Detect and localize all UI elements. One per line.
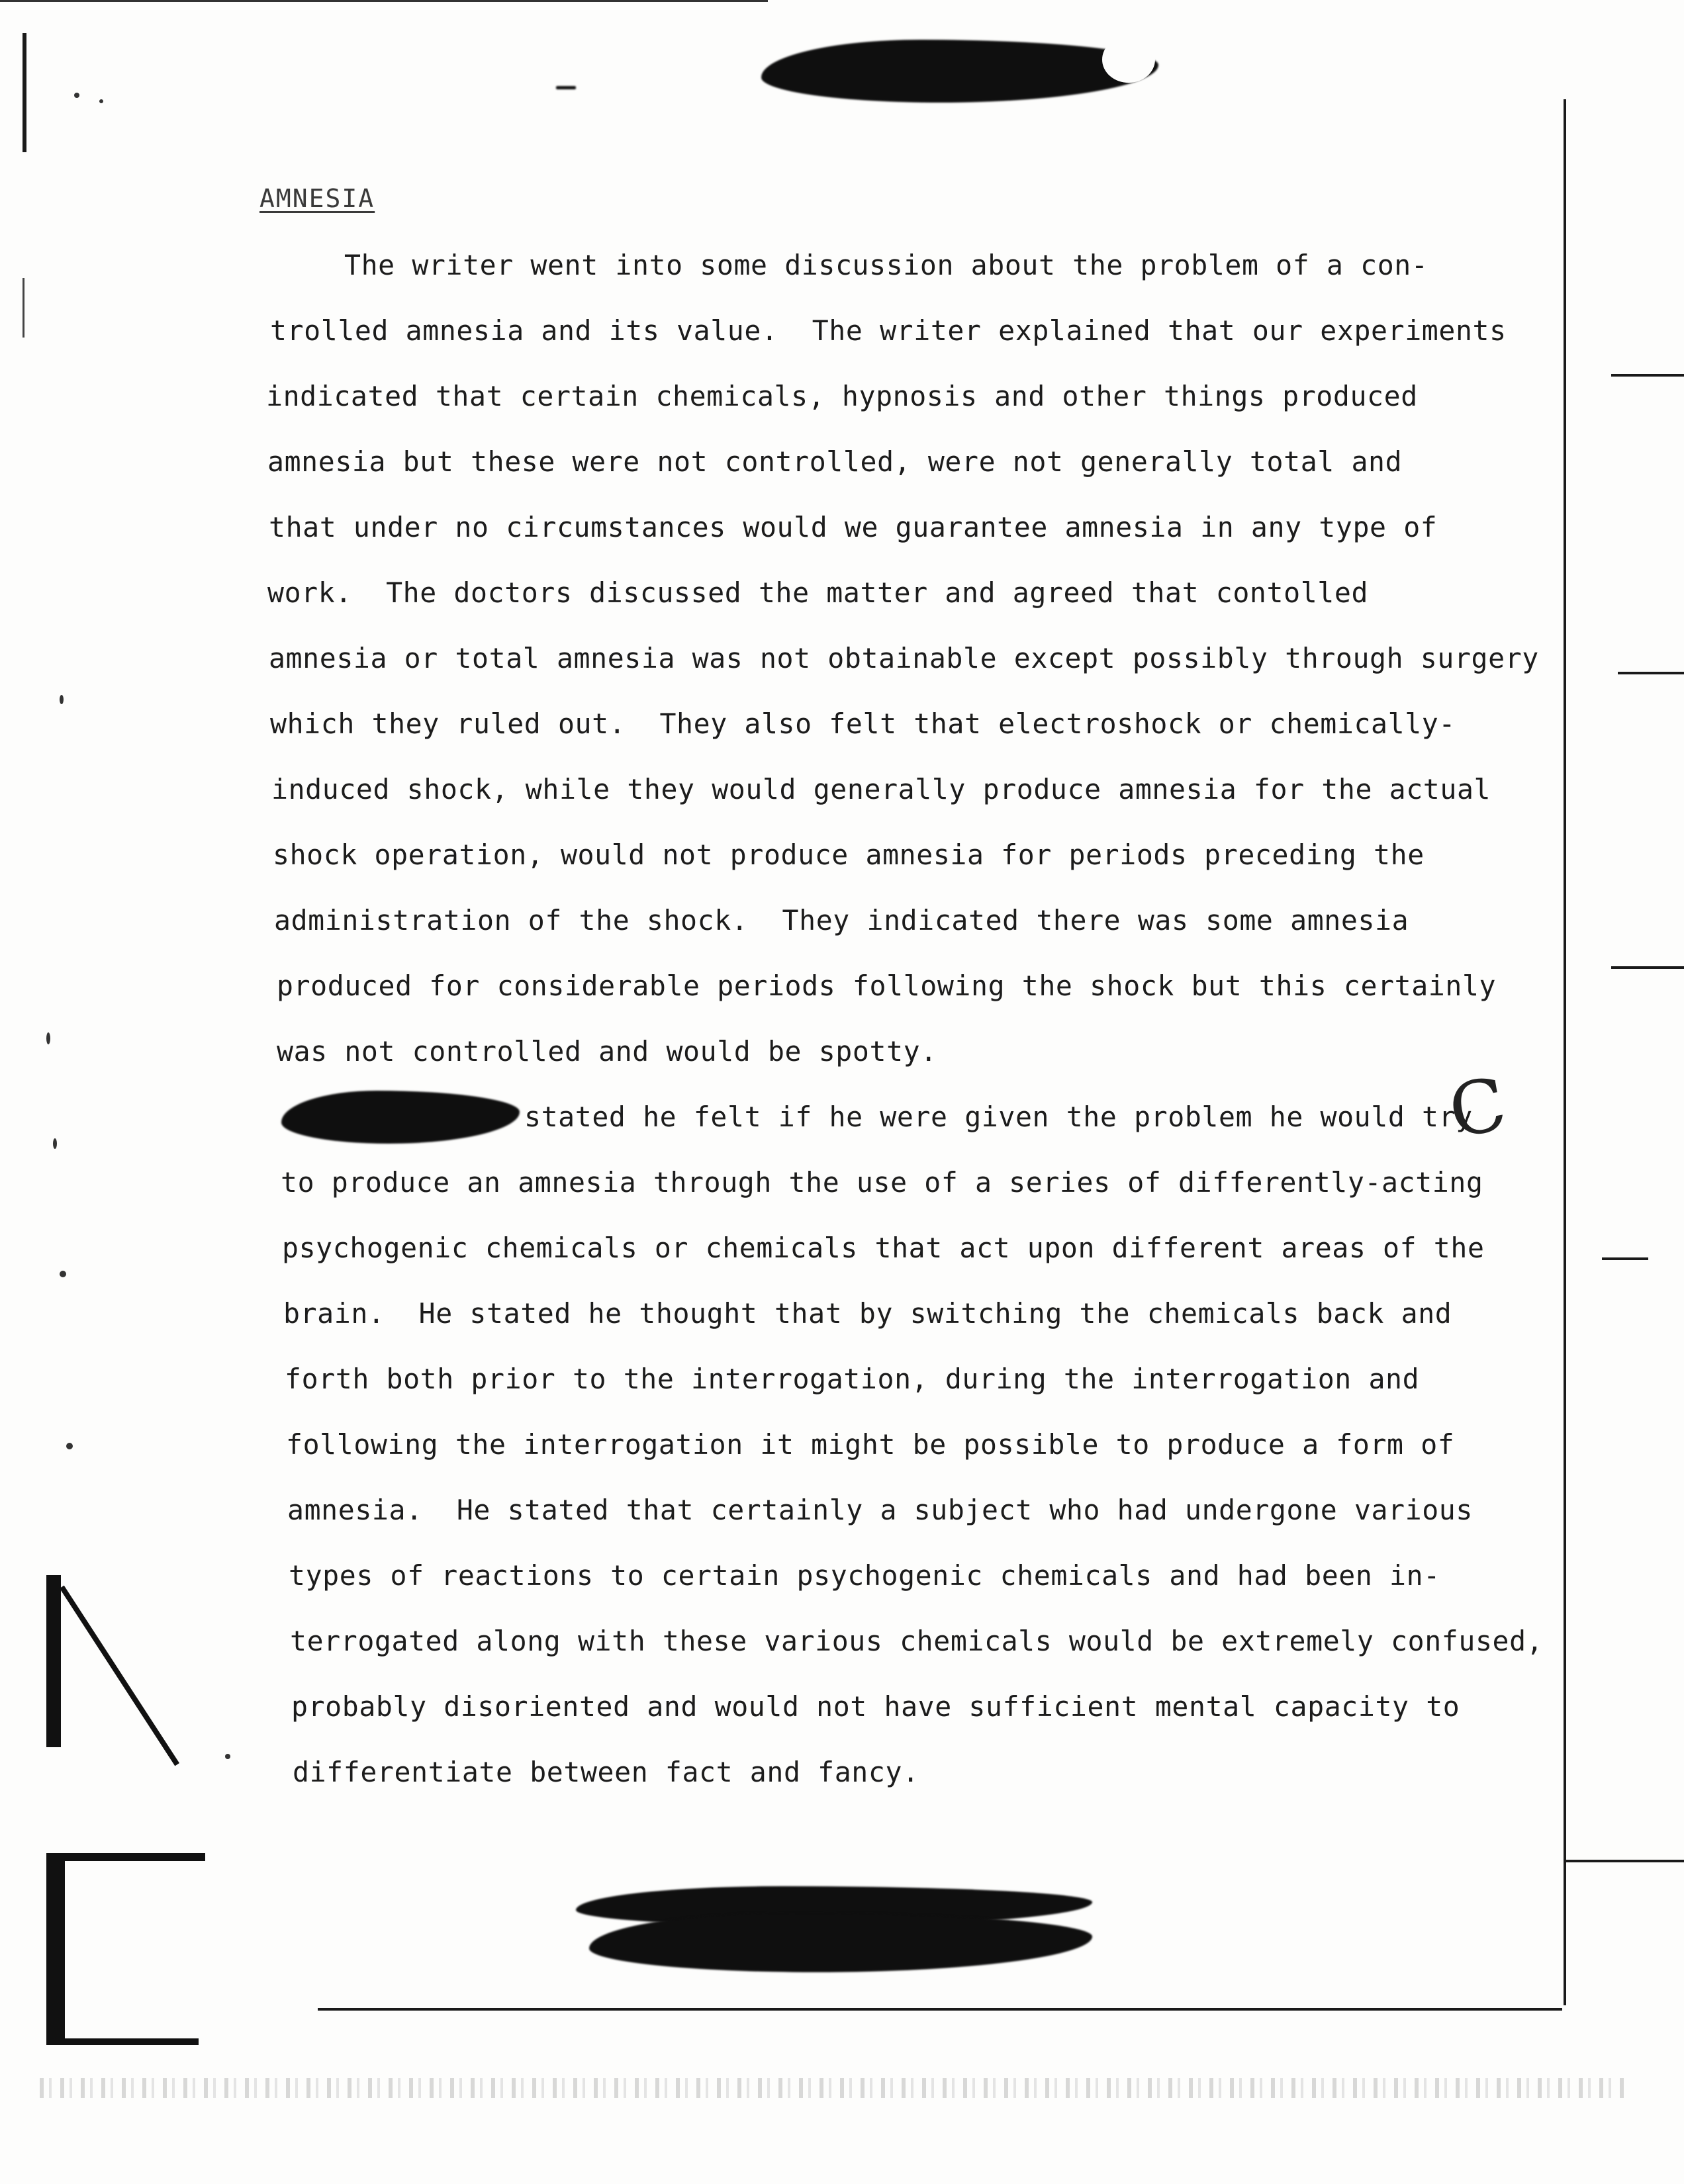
- paragraph-2-line: probably disoriented and would not have sufficient mental capacity to: [291, 1690, 1460, 1723]
- scan-speck: [74, 93, 79, 98]
- top-border-line: [0, 0, 768, 2]
- bottom-border-line: [318, 2008, 1562, 2011]
- scan-speck: [53, 1138, 57, 1149]
- left-margin-mark: [23, 278, 24, 338]
- right-border-line: [1564, 99, 1566, 2005]
- paragraph-1-line: trolled amnesia and its value. The writer explained that our experiments: [270, 314, 1507, 347]
- punch-hole: [1102, 36, 1155, 83]
- paragraph-2-line: forth both prior to the interrogation, during the interrogation and: [285, 1363, 1420, 1395]
- right-edge-tick: [1565, 1860, 1684, 1862]
- redaction-bottom: [589, 1913, 1092, 1972]
- scan-speck: [66, 1443, 73, 1449]
- left-margin-mark: [23, 33, 26, 152]
- paragraph-1-line: that under no circumstances would we guarantee amnesia in any type of: [269, 511, 1438, 543]
- paragraph-1-line: amnesia or total amnesia was not obtainable except possibly through surgery: [269, 642, 1539, 674]
- paragraph-1-line: The writer went into some discussion about the problem of a con-: [344, 249, 1428, 281]
- binder-clip-artifact: [46, 1575, 61, 1747]
- redaction-top: [761, 40, 1158, 103]
- scan-speck: [60, 695, 64, 704]
- scan-speck: [46, 1032, 50, 1044]
- binder-bracket-artifact: [46, 1853, 65, 2045]
- bottom-scan-noise: [40, 2078, 1628, 2098]
- paragraph-2-line: brain. He stated he thought that by switching the chemicals back and: [283, 1297, 1452, 1330]
- binder-bracket-artifact: [46, 1853, 205, 1861]
- paragraph-2-line: to produce an amnesia through the use of a series of differently-acting: [281, 1166, 1483, 1199]
- binder-clip-artifact: [60, 1586, 179, 1766]
- paragraph-1-line: shock operation, would not produce amnesia for periods preceding the: [273, 839, 1425, 871]
- paragraph-2-line: types of reactions to certain psychogenic chemicals and had been in-: [289, 1559, 1440, 1592]
- paragraph-1-line: work. The doctors discussed the matter and agreed that contolled: [267, 576, 1369, 609]
- scan-speck: [99, 99, 103, 103]
- binder-bracket-artifact: [46, 2038, 199, 2045]
- paragraph-1-line: indicated that certain chemicals, hypnosis and other things produced: [266, 380, 1418, 412]
- paragraph-1-line: which they ruled out. They also felt that electroshock or chemically-: [270, 707, 1456, 740]
- document-heading: AMNESIA: [259, 184, 375, 213]
- paragraph-1-line: was not controlled and would be spotty.: [277, 1035, 937, 1068]
- right-edge-tick: [1602, 1257, 1648, 1260]
- paragraph-2-line: amnesia. He stated that certainly a subject who had undergone various: [287, 1494, 1473, 1526]
- handwritten-mark: C: [1442, 1061, 1513, 1155]
- scan-speck: [225, 1754, 230, 1759]
- scan-speck: [60, 1271, 66, 1277]
- paragraph-1-line: induced shock, while they would generally produce amnesia for the actual: [271, 773, 1491, 805]
- paragraph-2-line: psychogenic chemicals or chemicals that act upon different areas of the: [282, 1232, 1485, 1264]
- paragraph-2-line: stated he felt if he were given the problem he would try: [524, 1101, 1473, 1133]
- paragraph-2-line: terrogated along with these various chemicals would be extremely confused,: [290, 1625, 1544, 1657]
- stray-mark: [556, 86, 576, 89]
- paragraph-1-line: produced for considerable periods following the shock but this certainly: [277, 970, 1497, 1002]
- paragraph-2-line: differentiate between fact and fancy.: [293, 1756, 919, 1788]
- redaction-name: [281, 1091, 520, 1144]
- paragraph-1-line: amnesia but these were not controlled, were not generally total and: [267, 445, 1403, 478]
- right-edge-tick: [1611, 966, 1684, 969]
- right-edge-tick: [1618, 672, 1684, 674]
- paragraph-2-line: following the interrogation it might be possible to produce a form of: [286, 1428, 1455, 1461]
- paragraph-1-line: administration of the shock. They indicated there was some amnesia: [274, 904, 1409, 936]
- right-edge-tick: [1611, 374, 1684, 377]
